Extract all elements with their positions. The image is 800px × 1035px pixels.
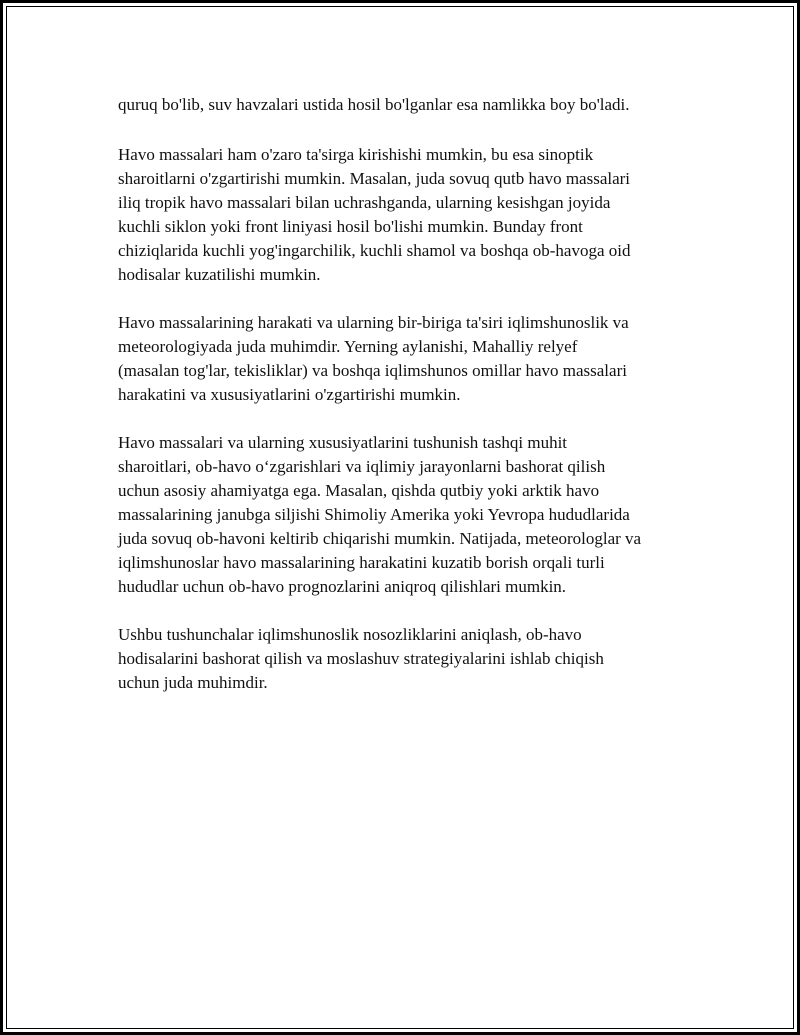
text-line: Ushbu tushunchalar iqlimshunoslik nosozliklarini aniqlash, ob-havo bbox=[118, 625, 582, 644]
text-line: chiziqlarida kuchli yog'ingarchilik, kuchli shamol va boshqa ob-havoga oid bbox=[118, 241, 631, 260]
paragraph bbox=[118, 93, 698, 117]
paragraph bbox=[118, 143, 698, 287]
paragraph bbox=[118, 431, 698, 599]
text-line: massalarining janubga siljishi Shimoliy Amerika yoki Yevropa hududlarida bbox=[118, 505, 630, 524]
text-line: sharoitlarni o'zgartirishi mumkin. Masalan, juda sovuq qutb havo massalari bbox=[118, 169, 631, 188]
text-line: harakatini va xususiyatlarini o'zgartirishi mumkin. bbox=[118, 385, 461, 404]
text-line: (masalan tog'lar, tekisliklar) va boshqa iqlimshunos omillar havo massalari bbox=[118, 361, 627, 380]
text-line: iqlimshunoslar havo massalarining harakatini kuzatib borish orqali turli bbox=[118, 553, 605, 572]
document-body bbox=[118, 93, 698, 719]
text-line: Havo massalari ham o'zaro ta'sirga kirishishi mumkin, bu esa sinoptik bbox=[118, 145, 594, 164]
text-line: sharoitlari, ob-havo o‘zgarishlari va iqlimiy jarayonlarni bashorat qilish bbox=[118, 457, 606, 476]
text-line: hududlar uchun ob-havo prognozlarini aniqroq qilishlari mumkin. bbox=[118, 577, 567, 596]
text-line: juda sovuq ob-havoni keltirib chiqarishi mumkin. Natijada, meteorologlar va bbox=[118, 529, 642, 548]
text-line: uchun asosiy ahamiyatga ega. Masalan, qishda qutbiy yoki arktik havo bbox=[118, 481, 600, 500]
text-line: uchun juda muhimdir. bbox=[118, 673, 268, 692]
text-line: iliq tropik havo massalari bilan uchrashganda, ularning kesishgan joyida bbox=[118, 193, 611, 212]
text-line: Havo massalarining harakati va ularning bir-biriga ta'siri iqlimshunoslik va bbox=[118, 313, 629, 332]
paragraph bbox=[118, 311, 698, 407]
text-line: Havo massalari va ularning xususiyatlarini tushunish tashqi muhit bbox=[118, 433, 568, 452]
text-line: quruq bo'lib, suv havzalari ustida hosil bo'lganlar esa namlikka boy bo'ladi. bbox=[118, 95, 630, 114]
text-line: meteorologiyada juda muhimdir. Yerning aylanishi, Mahalliy relyef bbox=[118, 337, 578, 356]
text-line: hodisalar kuzatilishi mumkin. bbox=[118, 265, 321, 284]
paragraph bbox=[118, 623, 698, 695]
text-line: hodisalarini bashorat qilish va moslashuv strategiyalarini ishlab chiqish bbox=[118, 649, 604, 668]
text-line: kuchli siklon yoki front liniyasi hosil bo'lishi mumkin. Bunday front bbox=[118, 217, 583, 236]
